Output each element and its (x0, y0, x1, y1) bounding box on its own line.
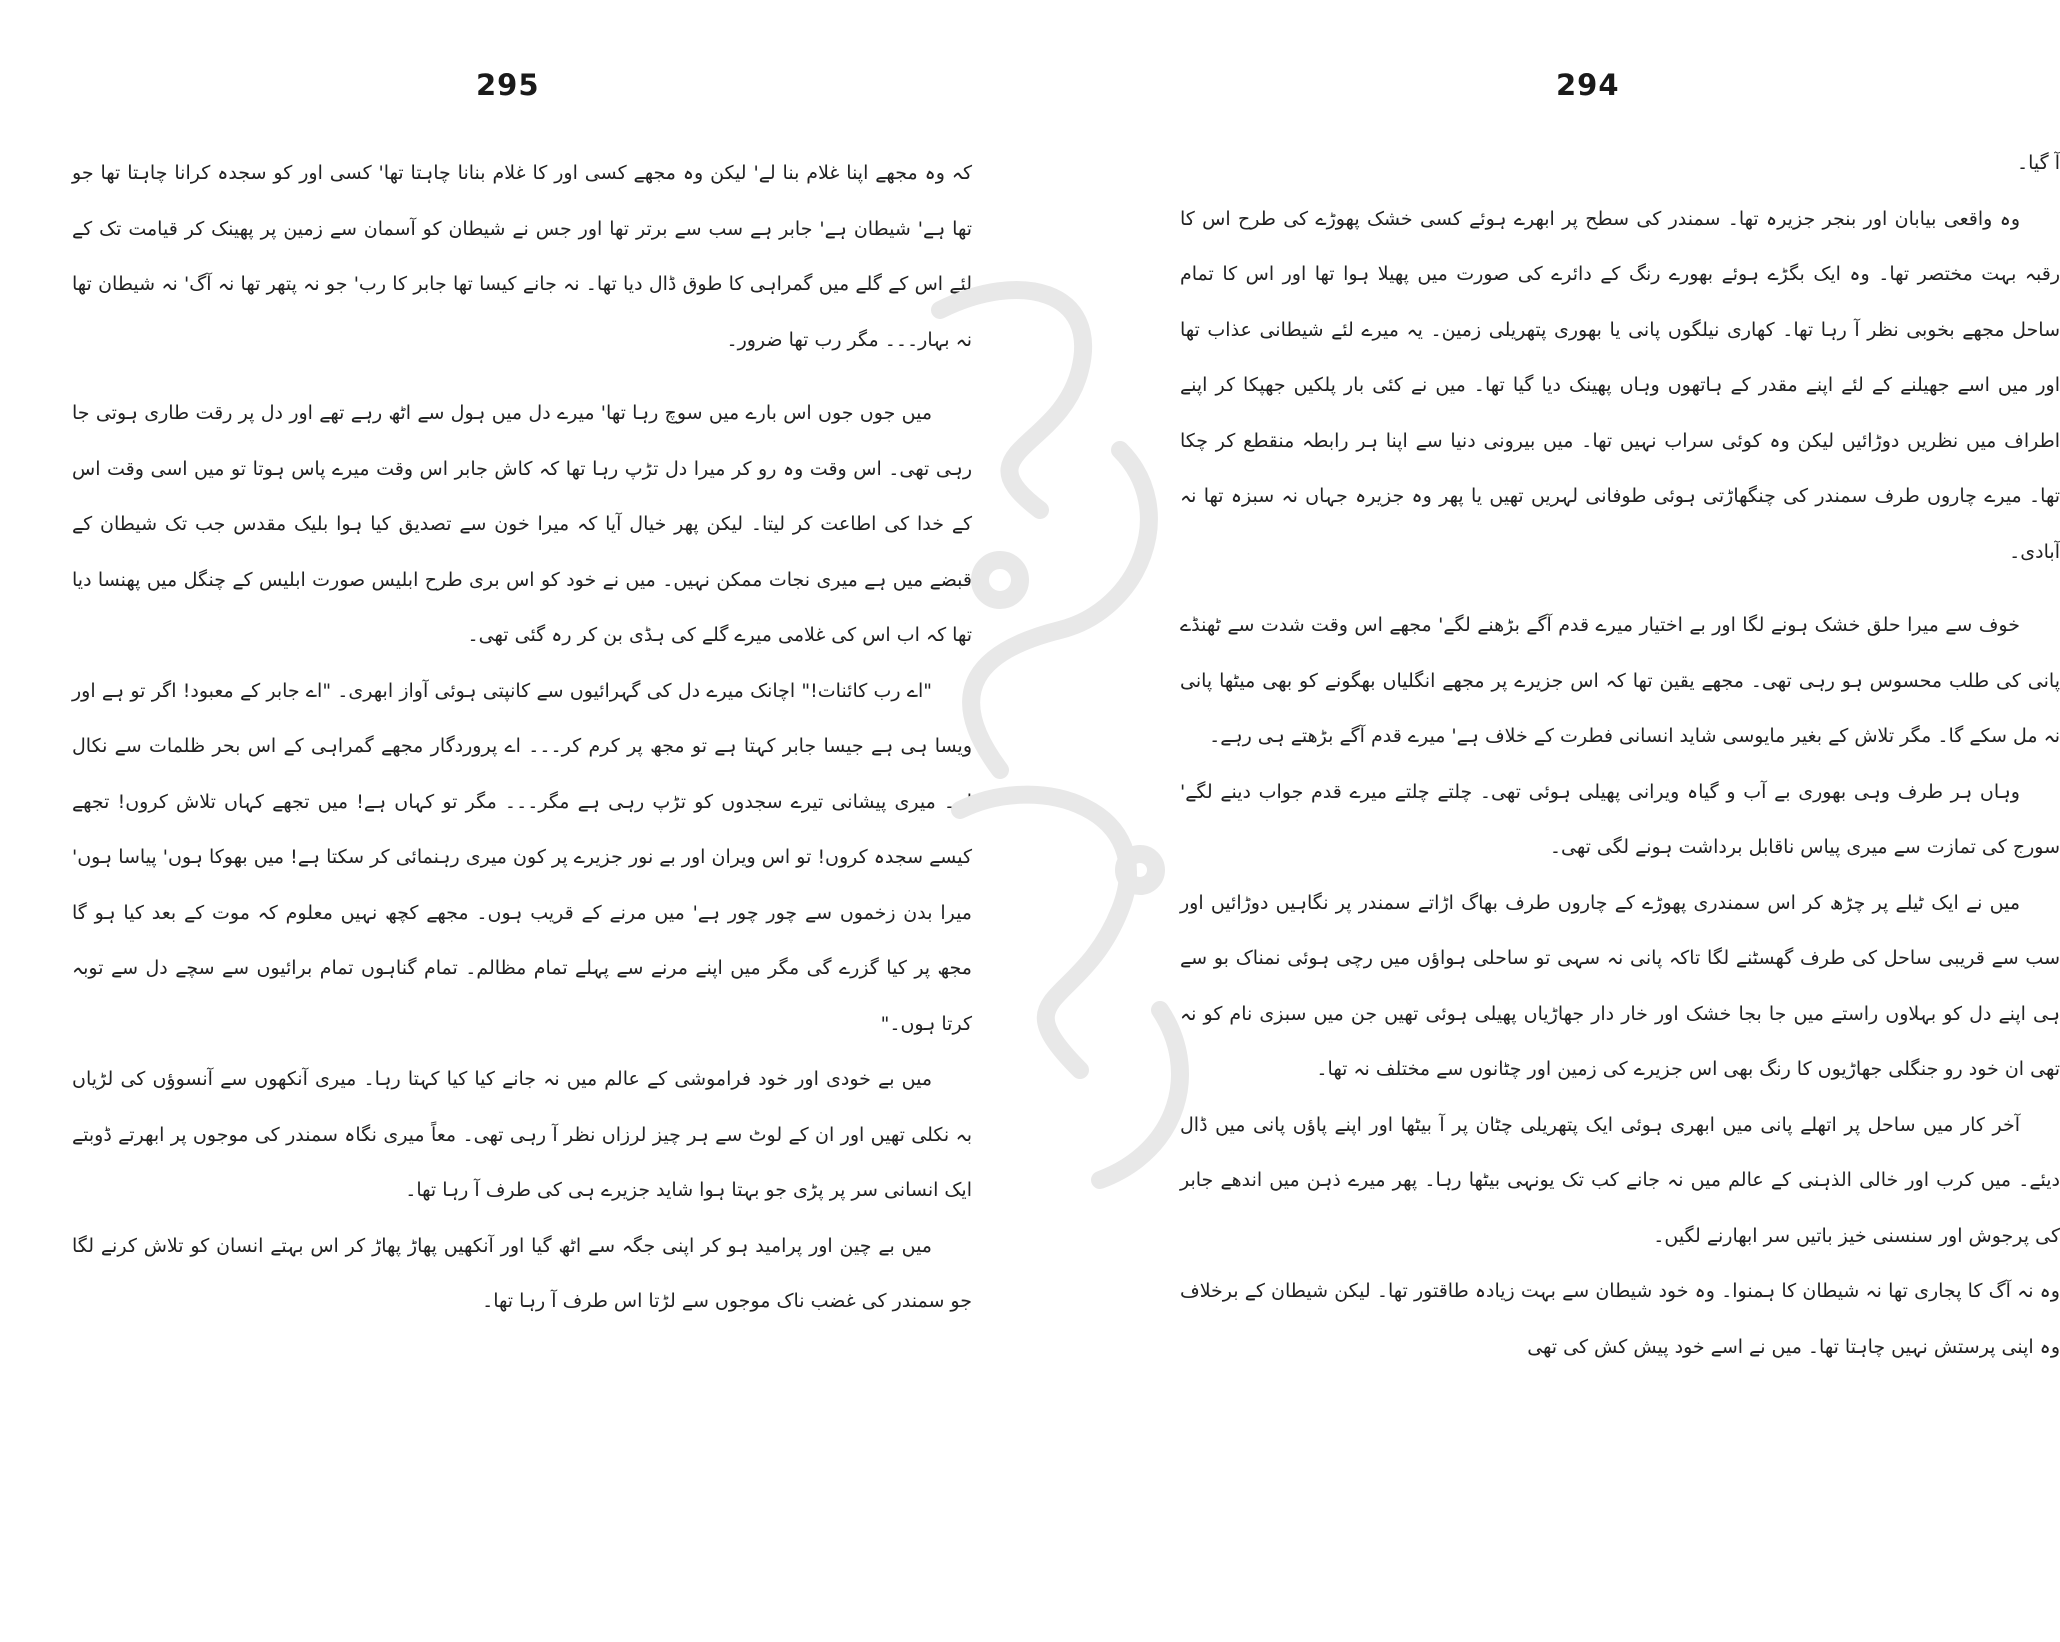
left-paragraph-2: میں جوں جوں اس بارے میں سوچ رہا تھا' میرے دل میں ہول سے اٹھ رہے تھے اور دل پر رقت طاری ہوتی جا رہی تھی۔ اس وقت وہ رو کر میرا دل تڑپ رہا تھا کہ کاش جابر اس وقت میرے پاس ہوتا تو میں اسی وقت اس کے خدا کی اطاعت کر لیتا۔ لیکن پھر خیال آیا کہ میرا خون سے تصدیق کیا ہوا بلیک مقدس جب تک شیطان کے قبضے میں ہے میری نجات ممکن نہیں۔ میں نے خود کو اس بری طرح ابلیس صورت ابلیس کے چنگل میں پھنسا دیا تھا کہ اب اس کی غلامی میرے گلے کی ہڈی بن کر رہ گئی تھی۔ (72, 402, 972, 646)
right-paragraph-3: خوف سے میرا حلق خشک ہونے لگا اور بے اختیار میرے قدم آگے بڑھنے لگے' مجھے اس وقت شدت سے ٹھنڈے پانی کی طلب محسوس ہو رہی تھی۔ مجھے یقین تھا کہ اس جزیرے پر مجھے انگلیاں بھگونے کو بھی میٹھا پانی نہ مل سکے گا۔ مگر تلاش کے بغیر مایوسی شاید انسانی فطرت کے خلاف ہے' میرے قدم آگے بڑھتے ہی رہے۔ (1180, 614, 2060, 747)
right-page-number: 294 (1556, 68, 1620, 102)
right-paragraph-6: آخر کار میں ساحل پر اتھلے پانی میں ابھری ہوئی ایک پتھریلی چٹان پر آ بیٹھا اور اپنے پاؤں پانی میں ڈال دیئے۔ میں کرب اور خالی الذہنی کے عالم میں نہ جانے کب تک یونہی بیٹھا رہا۔ پھر میرے ذہن میں اندھے جابر کی پرجوش اور سنسنی خیز باتیں سر ابھارنے لگیں۔ (1180, 1113, 2060, 1247)
left-page-number: 295 (476, 68, 540, 102)
left-paragraph-5: میں بے چین اور پرامید ہو کر اپنی جگہ سے اٹھ گیا اور آنکھیں پھاڑ پھاڑ کر اس بہتے انسان کو تلاش کرنے لگا جو سمندر کی غضب ناک موجوں سے لڑتا اس طرف آ رہا تھا۔ (72, 1234, 972, 1312)
right-paragraph-5: میں نے ایک ٹیلے پر چڑھ کر اس سمندری پھوڑے کے چاروں طرف بھاگ اڑاتے سمندر پر نگاہیں دوڑائیں اور سب سے قریبی ساحل کی طرف گھسٹنے لگا تاکہ پانی نہ سہی تو ساحلی ہواؤں میں رچی ہوئی نمناک بو سے ہی اپنے دل کو بہلاوں راستے میں جا بجا خشک اور خار دار جھاڑیاں پھیلی ہوئی تھیں جن میں سبزی نام کو نہ تھی ان خود رو جنگلی جھاڑیوں کا رنگ بھی اس جزیرے کی زمین اور چٹانوں سے مختلف نہ تھا۔ (1180, 891, 2060, 1080)
left-paragraph-4: میں بے خودی اور خود فراموشی کے عالم میں نہ جانے کیا کیا کہتا رہا۔ میری آنکھوں سے آنسوؤں کی لڑیاں بہ نکلی تھیں اور ان کے لوٹ سے ہر چیز لرزاں نظر آ رہی تھی۔ معاً میری نگاہ سمندر کی موجوں پر ابھرتے ڈوبتے ایک انسانی سر پر پڑی جو بہتا ہوا شاید جزیرے ہی کی طرف آ رہا تھا۔ (72, 1068, 972, 1201)
right-page (1090, 0, 2060, 1642)
right-page-text (1180, 136, 2060, 1375)
right-paragraph-2: وہ واقعی بیابان اور بنجر جزیرہ تھا۔ سمندر کی سطح پر ابھرے ہوئے کسی خشک پھوڑے کی طرح اس کا رقبہ بہت مختصر تھا۔ وہ ایک بگڑے ہوئے بھورے رنگ کے دائرے کی صورت میں پھیلا ہوا تھا اور اس کا تمام ساحل مجھے بخوبی نظر آ رہا تھا۔ کھاری نیلگوں پانی یا بھوری پتھریلی زمین۔ یہ میرے لئے شیطانی عذاب تھا اور میں اسے جھیلنے کے لئے اپنے مقدر کے ہاتھوں وہاں پھینک دیا گیا تھا۔ میں نے کئی بار پلکیں جھپکا کر اپنے اطراف میں نظریں دوڑائیں لیکن وہ کوئی سراب نہیں تھا۔ میں بیرونی دنیا سے اپنا ہر رابطہ منقطع کر چکا تھا۔ میرے چاروں طرف سمندر کی چنگھاڑتی ہوئی طوفانی لہریں تھیں یا پھر وہ جزیرہ جہاں نہ سبزہ تھا نہ آبادی۔ (1180, 207, 2060, 563)
right-paragraph-1: آ گیا۔ (2016, 152, 2060, 174)
right-paragraph-4: وہاں ہر طرف وہی بھوری بے آب و گیاہ ویرانی پھیلی ہوئی تھی۔ چلتے چلتے میرے قدم جواب دینے لگے' سورج کی تمازت سے میری پیاس ناقابل برداشت ہونے لگی تھی۔ (1180, 780, 2060, 858)
left-page-text (72, 146, 972, 1330)
right-paragraph-7: وہ نہ آگ کا پجاری تھا نہ شیطان کا ہمنوا۔ وہ خود شیطان سے بہت زیادہ طاقتور تھا۔ لیکن شیطان کے برخلاف وہ اپنی پرستش نہیں چاہتا تھا۔ میں نے اسے خود پیش کش کی تھی (1180, 1280, 2060, 1358)
left-paragraph-3: "اے رب کائنات!" اچانک میرے دل کی گہرائیوں سے کانپتی ہوئی آواز ابھری۔ "اے جابر کے معبود! اگر تو ہے اور ویسا ہی ہے جیسا جابر کہتا ہے تو مجھ پر کرم کر۔۔۔ اے پروردگار مجھے گمراہی کے اس بحر ظلمات سے نکال لے۔ میری پیشانی تیرے سجدوں کو تڑپ رہی ہے مگر۔۔۔ مگر تو کہاں ہے! میں تجھے کہاں تلاش کروں! تجھے کیسے سجدہ کروں! تو اس ویران اور بے نور جزیرے پر کون میری رہنمائی کر سکتا ہے! میں بھوکا ہوں' پیاسا ہوں' میرا بدن زخموں سے چور چور ہے' میں مرنے کے قریب ہوں۔ مجھے کچھ نہیں معلوم کہ موت کے بعد کیا ہو گا مجھ پر کیا گزرے گی مگر میں اپنے مرنے سے پہلے تمام مظالم۔ تمام گناہوں تمام برائیوں سے سچے دل سے توبہ کرتا ہوں۔" (72, 679, 972, 1035)
left-paragraph-1: کہ وہ مجھے اپنا غلام بنا لے' لیکن وہ مجھے کسی اور کا غلام بنانا چاہتا تھا' کسی اور کو سجدہ کرانا چاہتا تھا جو تھا ہے' شیطان ہے' جابر ہے سب سے برتر تھا اور جس نے شیطان کو آسمان سے زمین پر پھینک کر قیامت تک کے لئے اس کے گلے میں گمراہی کا طوق ڈال دیا تھا۔ نہ جانے کیسا تھا جابر کا رب' جو نہ پتھر تھا نہ آگ' نہ شیطان تھا نہ بہار۔۔۔ مگر رب تھا ضرور۔ (72, 162, 972, 351)
